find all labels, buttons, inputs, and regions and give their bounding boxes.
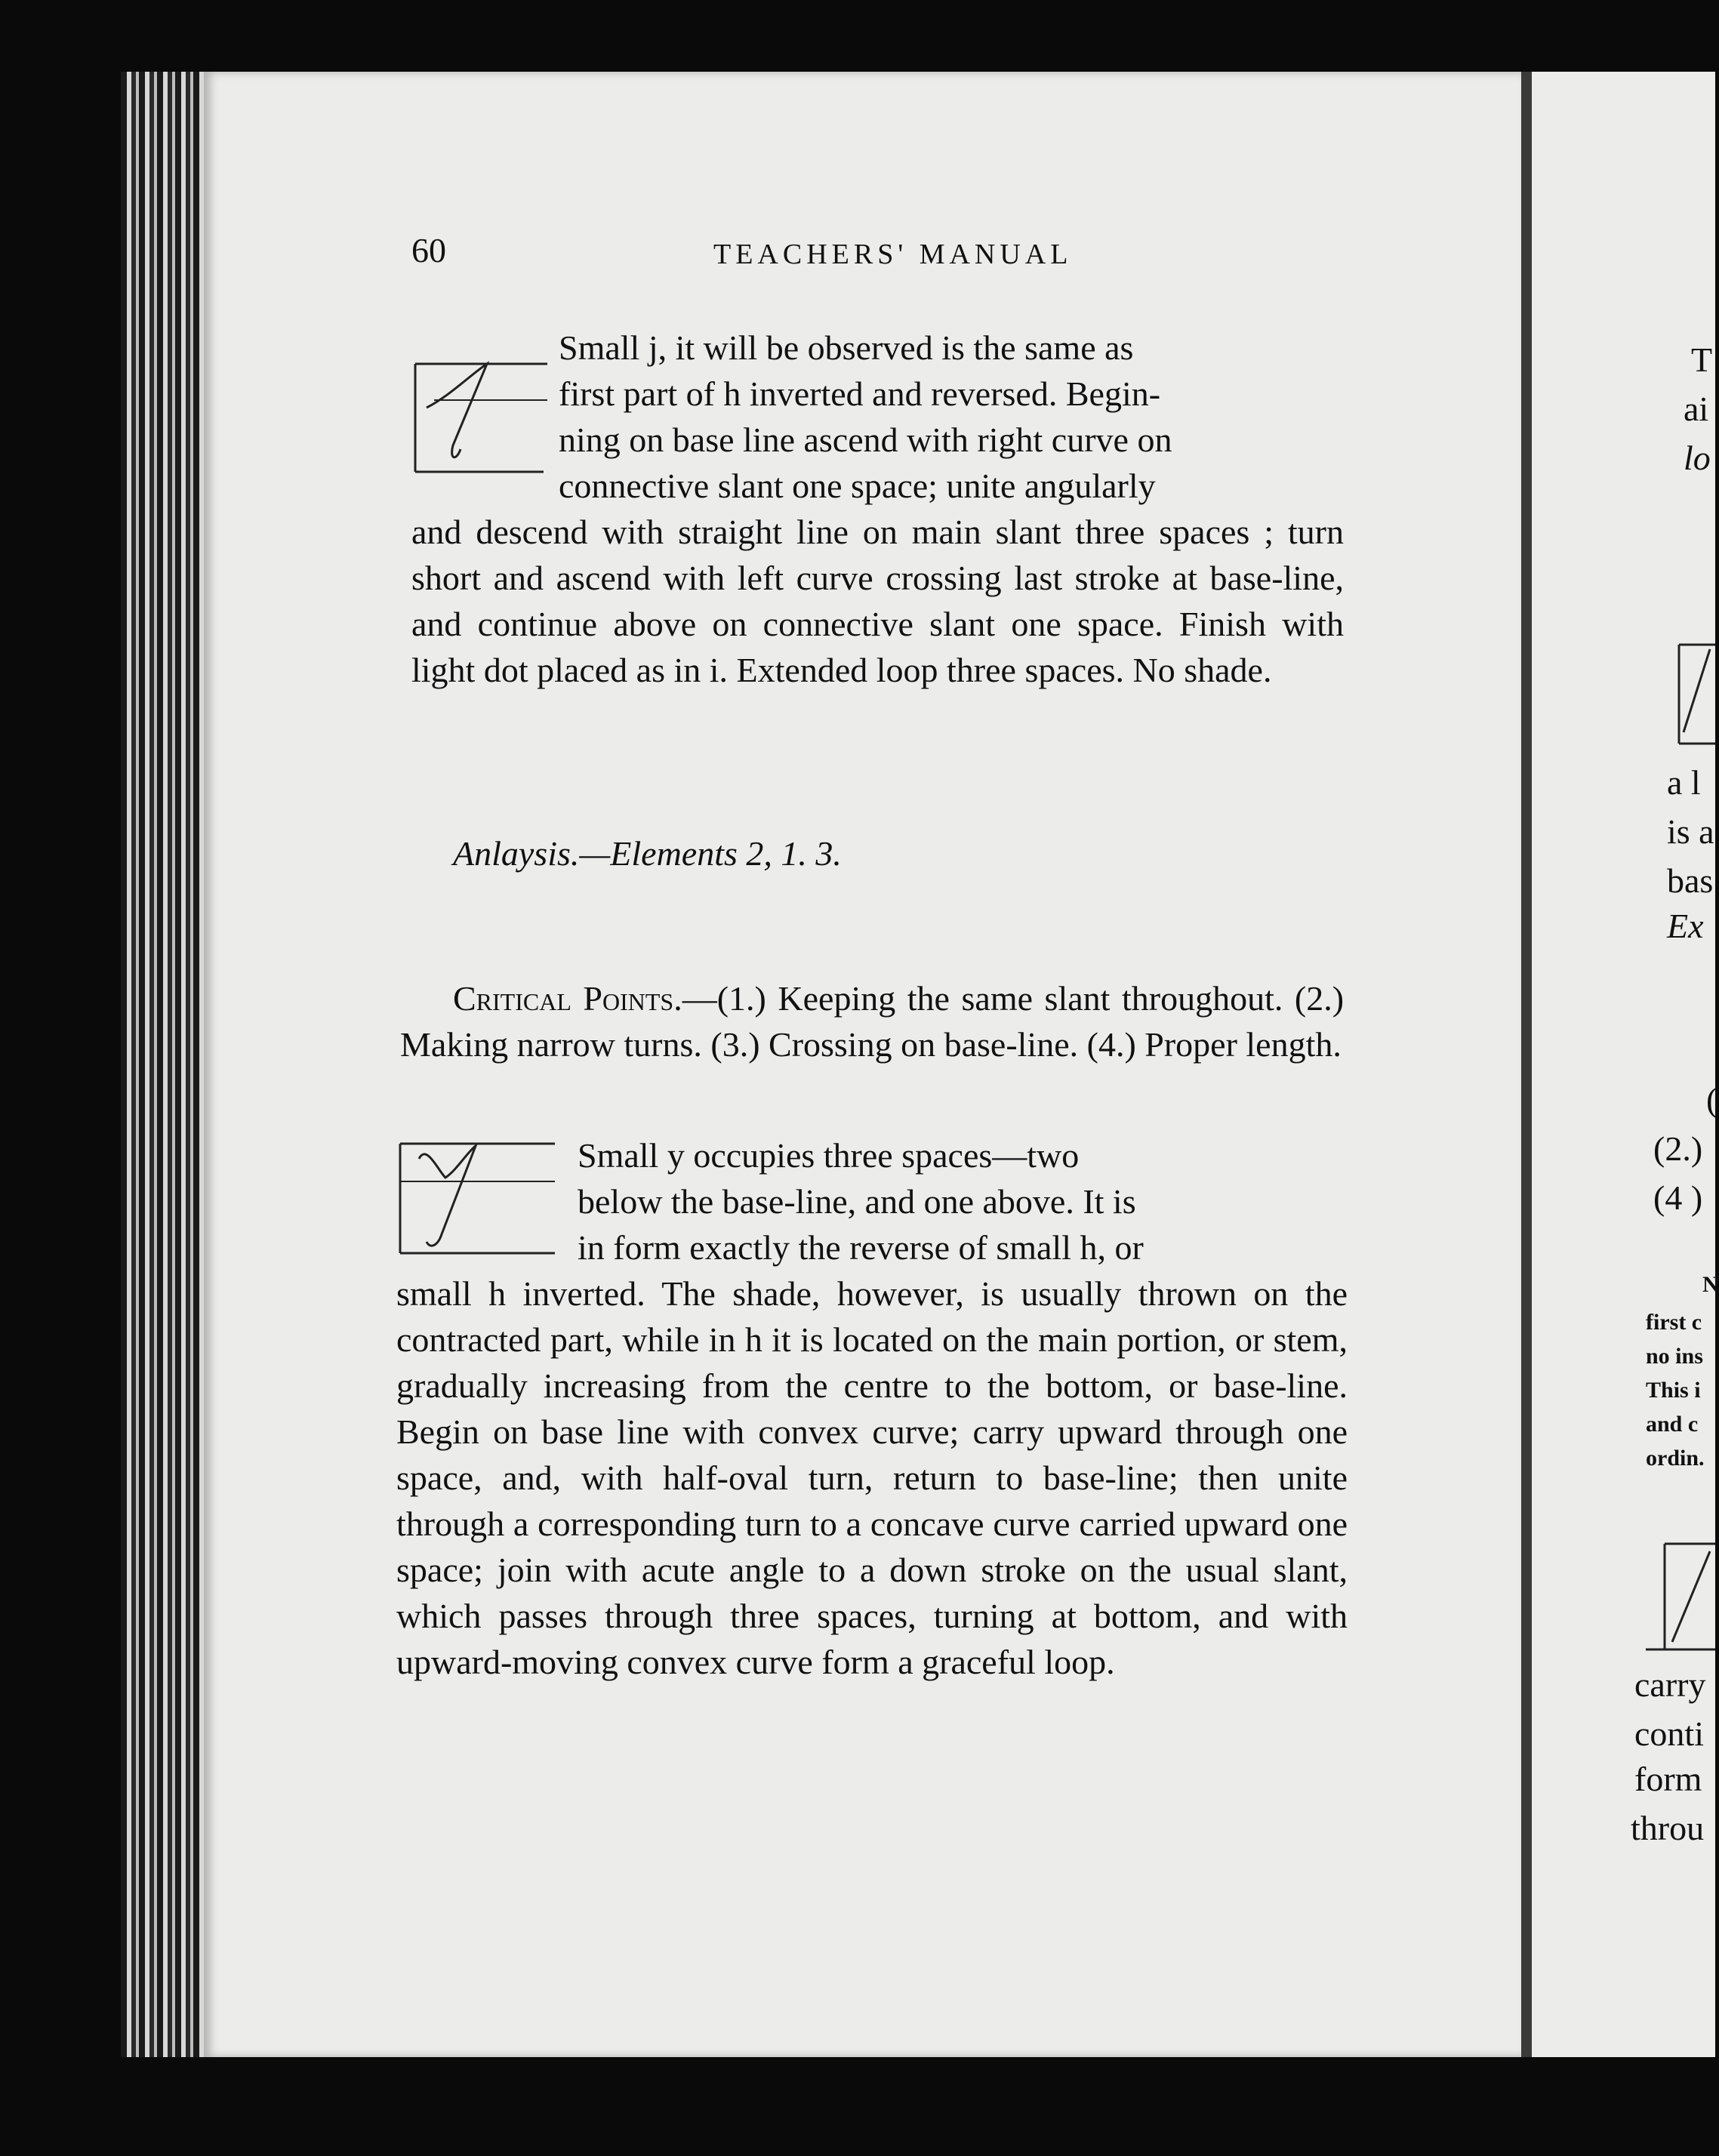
j-line-1: Small j, it will be observed is the same as — [559, 328, 1134, 367]
right-fragment: first c — [1646, 1310, 1702, 1335]
right-fragment: (4 ) — [1653, 1178, 1703, 1217]
y-line-1: Small y occupies three spaces—two — [578, 1136, 1080, 1175]
j-line-3: ning on base line ascend with right curve on — [559, 420, 1172, 459]
right-fragment: no ins — [1646, 1344, 1703, 1369]
paragraph-small-j — [411, 325, 1344, 693]
right-page-diagram-2 — [1642, 1540, 1715, 1653]
right-fragment: is a — [1667, 812, 1714, 851]
right-fragment: a l — [1667, 763, 1701, 802]
right-fragment: throu — [1631, 1809, 1705, 1847]
y-line-2: below the base-line, and one above. It is — [578, 1182, 1136, 1221]
right-fragment: ( — [1706, 1080, 1718, 1119]
right-fragment: N — [1702, 1272, 1719, 1297]
j-body: and descend with straight line on main slant three spaces ; turn short and ascend with left curve crossing last stroke at base-line, and continue above on connective slant one space. Finish with light dot placed as in i. Extended loop three spaces. No shade. — [411, 513, 1344, 689]
page-number: 60 — [411, 231, 446, 270]
right-fragment: ordin. — [1646, 1446, 1705, 1471]
paragraph-small-y — [396, 1132, 1348, 1685]
right-fragment: and c — [1646, 1412, 1699, 1437]
right-fragment: conti — [1634, 1714, 1704, 1753]
critical-points — [400, 975, 1344, 1067]
running-title: TEACHERS' MANUAL — [713, 239, 1073, 270]
analysis-line: Anlaysis.—Elements 2, 1. 3. — [453, 834, 842, 873]
right-fragment: This i — [1646, 1378, 1701, 1403]
j-line-4: connective slant one space; unite angularly — [559, 467, 1156, 505]
right-fragment: lo — [1684, 439, 1711, 477]
right-fragment: carry — [1634, 1665, 1706, 1704]
right-page-diagram — [1676, 642, 1715, 747]
right-fragment: Ex — [1667, 907, 1704, 945]
right-fragment: T — [1691, 340, 1713, 379]
j-line-2: first part of h inverted and reversed. Begin- — [559, 374, 1161, 413]
page-edges — [121, 72, 211, 2057]
right-fragment: form — [1634, 1760, 1702, 1798]
y-body: small h inverted. The shade, however, is usually thrown on the contracted part, while in h it is located on the main portion, or stem, gradually increasing from the centre to the bottom, or base-line. Begin on base line with convex curve; carry upward through one space, and, with half-oval turn, return to base-line; then unite through a corresponding turn to a concave curve carried upward one space; join with acute angle to a down stroke on the usual slant, which passes through three spaces, turning at bottom, and with upward-moving convex curve form a graceful loop. — [396, 1274, 1348, 1681]
right-fragment: bas — [1667, 861, 1714, 900]
critical-points-text: —(1.) Keeping the same slant throughout. (2.) Making narrow turns. (3.) Crossing on base-line. (4.) Proper length. — [400, 979, 1345, 1064]
book-gutter — [1521, 72, 1532, 2057]
y-line-3: in form exactly the reverse of small h, or — [578, 1228, 1144, 1267]
critical-points-label: Critical Points. — [453, 979, 682, 1018]
right-fragment: (2.) — [1653, 1129, 1703, 1168]
right-fragment: ai — [1684, 390, 1709, 428]
